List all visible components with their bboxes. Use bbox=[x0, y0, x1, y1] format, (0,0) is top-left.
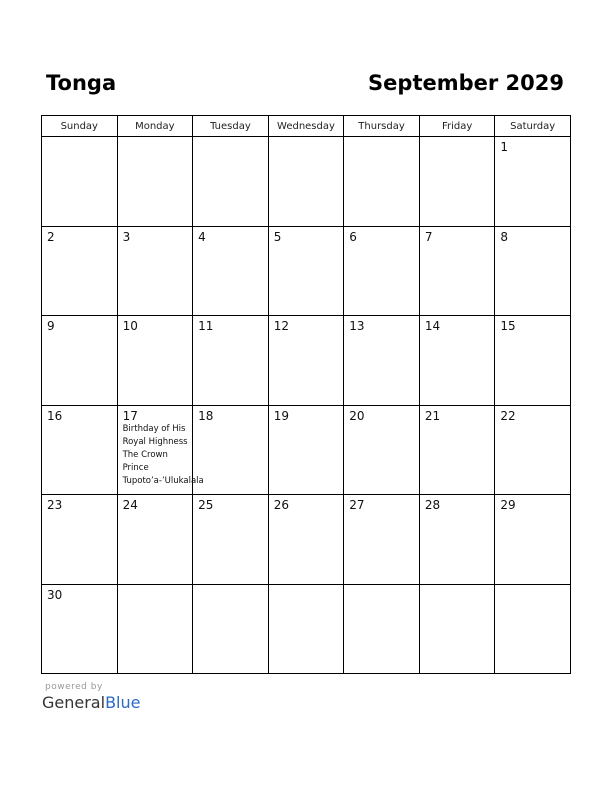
day-number: 6 bbox=[349, 229, 357, 244]
day-cell bbox=[117, 405, 204, 495]
day-number: 10 bbox=[122, 319, 138, 333]
day-cell bbox=[495, 584, 571, 674]
generalblue-logo[interactable] bbox=[42, 693, 140, 712]
day-number: 3 bbox=[122, 229, 131, 244]
day-number: 30 bbox=[47, 587, 63, 602]
day-cell bbox=[42, 495, 118, 585]
day-cell bbox=[495, 226, 571, 316]
day-number: 9 bbox=[47, 319, 55, 333]
day-number: 15 bbox=[500, 319, 516, 333]
day-cell bbox=[495, 137, 571, 227]
day-cell bbox=[419, 405, 495, 495]
day-number: 16 bbox=[47, 408, 63, 423]
day-cell bbox=[268, 495, 344, 585]
day-cell bbox=[193, 405, 269, 495]
brand-blue-text: Blue bbox=[105, 693, 141, 712]
holiday-event: Birthday of His Royal Highness The Crown Prince Tupoto’a-’Ulukalala bbox=[122, 423, 204, 486]
day-number: 24 bbox=[122, 498, 138, 512]
day-number: 11 bbox=[198, 319, 214, 333]
day-cell bbox=[42, 226, 118, 316]
day-cell bbox=[268, 226, 344, 316]
week-row bbox=[42, 495, 571, 585]
day-number: 4 bbox=[198, 229, 206, 244]
day-cell bbox=[268, 584, 344, 674]
day-number: 27 bbox=[349, 498, 365, 512]
day-cell bbox=[268, 316, 344, 406]
day-number: 22 bbox=[500, 408, 516, 423]
month-year-title: September 2029 bbox=[368, 71, 564, 95]
brand-general-text: General bbox=[42, 693, 106, 712]
week-row bbox=[42, 316, 571, 406]
week-row bbox=[42, 405, 571, 495]
day-cell bbox=[193, 226, 269, 316]
day-cell bbox=[495, 405, 571, 495]
day-cell bbox=[268, 137, 344, 227]
day-number: 29 bbox=[500, 498, 516, 512]
day-cell bbox=[193, 584, 269, 674]
day-cell bbox=[193, 316, 269, 406]
day-number: 21 bbox=[424, 408, 441, 423]
day-number: 18 bbox=[198, 408, 214, 423]
day-cell bbox=[344, 584, 420, 674]
weekday-header: Wednesday bbox=[268, 116, 344, 137]
calendar-grid bbox=[41, 115, 571, 674]
day-number: 25 bbox=[198, 498, 214, 512]
powered-by-text: powered by bbox=[45, 682, 103, 692]
day-number: 5 bbox=[273, 229, 282, 244]
day-cell bbox=[117, 495, 193, 585]
day-number: 7 bbox=[424, 229, 433, 244]
week-row bbox=[42, 584, 571, 674]
day-number: 26 bbox=[273, 498, 289, 512]
day-number: 23 bbox=[47, 498, 63, 512]
week-row bbox=[42, 226, 571, 316]
day-cell bbox=[495, 316, 571, 406]
weekday-header: Thursday bbox=[344, 116, 420, 137]
day-number: 14 bbox=[424, 319, 441, 333]
day-cell bbox=[419, 584, 495, 674]
day-number: 1 bbox=[500, 140, 509, 154]
day-cell bbox=[344, 316, 420, 406]
day-number: 12 bbox=[273, 319, 289, 333]
day-cell bbox=[419, 226, 495, 316]
day-cell bbox=[42, 137, 118, 227]
day-cell bbox=[344, 495, 420, 585]
day-cell bbox=[344, 405, 420, 495]
weekday-header: Tuesday bbox=[193, 116, 269, 137]
day-cell bbox=[42, 316, 118, 406]
day-cell bbox=[42, 584, 118, 674]
day-cell bbox=[117, 316, 193, 406]
weekday-header-row bbox=[42, 116, 571, 137]
country-title: Tonga bbox=[46, 71, 117, 95]
day-number: 2 bbox=[47, 229, 55, 244]
day-cell bbox=[344, 226, 420, 316]
day-cell bbox=[117, 584, 193, 674]
day-cell bbox=[268, 405, 344, 495]
day-cell bbox=[193, 495, 269, 585]
day-cell bbox=[419, 316, 495, 406]
day-cell bbox=[419, 495, 495, 585]
day-number: 17 bbox=[122, 408, 138, 423]
day-number: 8 bbox=[500, 229, 509, 244]
day-cell bbox=[117, 137, 193, 227]
day-number: 19 bbox=[273, 408, 289, 423]
weekday-header: Sunday bbox=[42, 116, 118, 137]
weekday-header: Monday bbox=[117, 116, 193, 137]
week-row bbox=[42, 137, 571, 227]
day-cell bbox=[419, 137, 495, 227]
day-cell bbox=[344, 137, 420, 227]
day-cell bbox=[42, 405, 118, 495]
weekday-header: Friday bbox=[419, 116, 495, 137]
day-number: 20 bbox=[349, 408, 365, 423]
day-number: 13 bbox=[349, 319, 365, 333]
day-cell bbox=[117, 226, 193, 316]
day-cell bbox=[193, 137, 269, 227]
day-number: 28 bbox=[424, 498, 441, 512]
day-cell bbox=[495, 495, 571, 585]
weekday-header: Saturday bbox=[495, 116, 571, 137]
